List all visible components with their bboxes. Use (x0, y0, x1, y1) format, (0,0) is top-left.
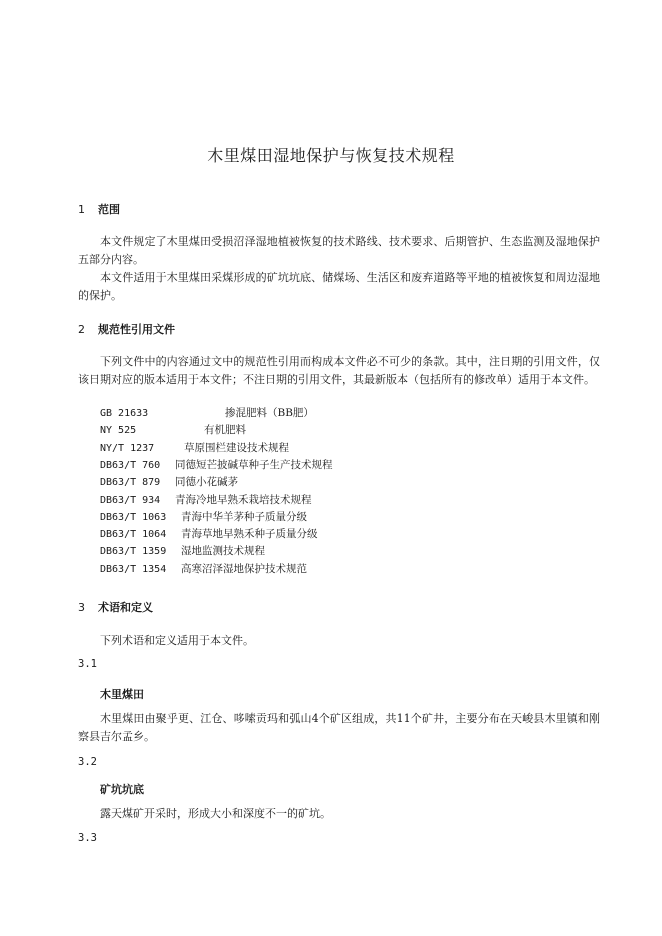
reference-title: 同德短芒披碱草种子生产技术规程 (175, 458, 333, 471)
reference-code: DB63/T 1354 (100, 563, 167, 575)
paragraph: 本文件规定了木里煤田受损沼泽湿地植被恢复的技术路线、技术要求、后期管护、生态监测及湿地保护五部分内容。 (78, 235, 600, 266)
paragraph: 下列文件中的内容通过文中的规范性引用而构成本文件必不可少的条款。其中，注日期的引用文件，仅该日期对应的版本适用于本文件；不注日期的引用文件，其最新版本（包括所有的修改单）适用于本文件。 (78, 355, 600, 386)
reference-item (100, 543, 265, 558)
section-1-heading (78, 201, 120, 217)
reference-title: 青海冷地早熟禾栽培技术规程 (175, 493, 312, 506)
term-definition: 木里煤田由聚乎更、江仓、哆嗦贡玛和弧山4个矿区组成，共11个矿井，主要分布在天峻县木里镇和刚察县吉尔孟乡。 (78, 712, 600, 743)
term-title: 矿坑坑底 (100, 783, 144, 796)
reference-title: 湿地监测技术规程 (181, 545, 265, 558)
reference-code: DB63/T 1063 (100, 511, 167, 523)
reference-code: DB63/T 934 (100, 494, 161, 506)
reference-title: 同德小花碱茅 (175, 476, 238, 489)
reference-code: NY 525 (100, 425, 137, 437)
reference-item (100, 422, 246, 437)
reference-title: 高寒沼泽湿地保护技术规范 (181, 562, 307, 575)
section-title: 范围 (98, 203, 120, 216)
section-title: 术语和定义 (98, 601, 153, 614)
reference-item (100, 526, 318, 541)
reference-code: GB 21633 (100, 408, 149, 419)
document-title: 木里煤田湿地保护与恢复技术规程 (207, 146, 455, 165)
section-number: 3 (78, 601, 85, 614)
paragraph: 本文件适用于木里煤田采煤形成的矿坑坑底、储煤场、生活区和废弃道路等平地的植被恢复和周边湿地的保护。 (78, 271, 600, 302)
reference-item (100, 440, 289, 455)
reference-code: DB63/T 1359 (100, 546, 167, 558)
reference-code: DB63/T 1064 (100, 529, 167, 541)
section-3-heading (78, 599, 153, 615)
reference-item (100, 457, 333, 472)
subsection-number: 3.3 (78, 832, 97, 844)
subsection-number: 3.2 (78, 756, 97, 768)
term-definition: 露天煤矿开采时，形成大小和深度不一的矿坑。 (100, 807, 331, 820)
reference-code: DB63/T 879 (100, 477, 161, 489)
subsection-number: 3.1 (78, 658, 97, 670)
reference-item (100, 561, 307, 576)
section-number: 2 (78, 323, 85, 336)
reference-title: 青海草地早熟禾种子质量分级 (181, 528, 318, 541)
reference-code: NY/T 1237 (100, 442, 155, 454)
reference-item (100, 509, 307, 524)
reference-code: DB63/T 760 (100, 459, 161, 471)
term-title: 木里煤田 (100, 688, 144, 701)
section-2-heading (78, 321, 175, 337)
reference-title: 有机肥料 (204, 424, 246, 437)
paragraph: 下列术语和定义适用于本文件。 (100, 634, 254, 647)
section-number: 1 (78, 203, 85, 216)
reference-item (100, 474, 238, 489)
reference-item (100, 405, 314, 420)
section-title: 规范性引用文件 (98, 323, 175, 336)
reference-title: 掺混肥料（BB肥） (225, 407, 314, 419)
reference-item (100, 492, 312, 507)
reference-title: 青海中华羊茅种子质量分级 (181, 510, 307, 523)
reference-title: 草原围栏建设技术规程 (184, 441, 289, 454)
